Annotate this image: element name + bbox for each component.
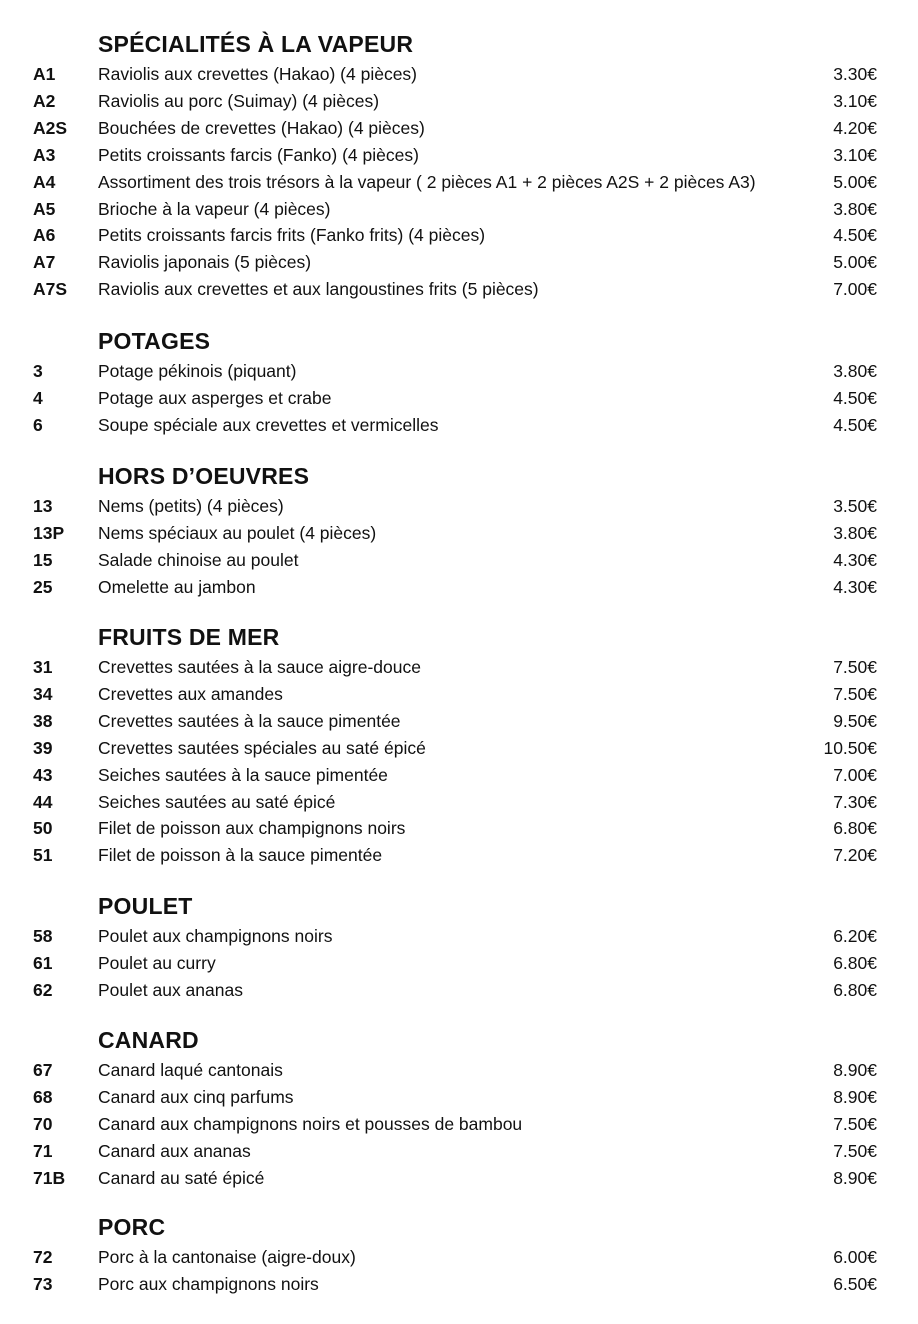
item-price: 4.30€ [833,549,877,570]
section-title: SPÉCIALITÉS À LA VAPEUR [98,31,414,57]
item-name: Petits croissants farcis frits (Fanko frits) (4 pièces) [98,225,486,246]
item-code: 68 [33,1086,53,1107]
item-price: 8.90€ [833,1167,877,1188]
item-name: Filet de poisson aux champignons noirs [98,818,406,839]
section-title: CANARD [98,1027,199,1053]
item-price: 4.30€ [833,576,877,597]
item-name: Crevettes aux amandes [98,683,283,704]
item-code: 50 [33,818,53,839]
item-price: 7.50€ [833,1140,877,1161]
item-price: 3.50€ [833,496,877,516]
item-code: 51 [33,845,53,866]
item-name: Potage aux asperges et crabe [98,387,332,408]
item-name: Seiches sautées à la sauce pimentée [98,764,388,785]
menu-item [0,654,918,680]
menu-item [0,88,918,114]
item-price: 7.50€ [833,657,877,677]
menu-item [0,520,918,546]
section-title: POTAGES [98,328,211,354]
item-name: Canard aux cinq parfums [98,1086,294,1107]
item-code: 67 [33,1060,53,1080]
item-code: 44 [33,791,53,812]
item-code: A4 [33,171,56,192]
item-name: Porc aux champignons noirs [98,1273,319,1294]
menu-item [0,1057,918,1083]
menu-item [0,493,918,519]
item-code: A5 [33,198,56,219]
menu-item [0,977,918,1003]
item-code: 71B [33,1167,66,1188]
menu-item [0,789,918,815]
menu-item [0,923,918,949]
item-code: A6 [33,225,56,246]
item-code: 62 [33,979,53,1000]
item-price: 7.00€ [833,764,877,785]
menu-item [0,1111,918,1137]
menu-item [0,950,918,976]
item-code: 70 [33,1113,53,1134]
item-name: Omelette au jambon [98,576,256,597]
menu-item [0,412,918,438]
item-price: 3.10€ [833,144,877,165]
item-code: 71 [33,1140,53,1161]
item-price: 6.20€ [833,926,877,946]
item-code: 13P [33,522,65,543]
item-code: A2 [33,90,56,111]
menu-item [0,842,918,868]
menu-item [0,1138,918,1164]
item-name: Nems spéciaux au poulet (4 pièces) [98,522,377,543]
menu-item [0,1084,918,1110]
item-name: Poulet aux ananas [98,979,243,1000]
item-price: 4.50€ [833,387,877,408]
menu-item [0,1244,918,1270]
section-title: PORC [98,1214,166,1240]
menu-item [0,1271,918,1297]
menu-item [0,249,918,275]
menu-item [0,574,918,600]
item-name: Assortiment des trois trésors à la vapeur ( 2 pièces A1 + 2 pièces A2S + 2 pièces A3) [98,171,756,192]
item-name: Canard aux champignons noirs et pousses de bambou [98,1113,523,1134]
item-price: 4.20€ [833,117,877,138]
item-price: 4.50€ [833,414,877,435]
item-code: 72 [33,1247,53,1267]
item-name: Brioche à la vapeur (4 pièces) [98,198,331,219]
item-name: Bouchées de crevettes (Hakao) (4 pièces) [98,117,425,138]
item-price: 4.50€ [833,225,877,246]
item-code: 73 [33,1273,53,1294]
item-code: 6 [33,414,43,435]
section-title: POULET [98,893,193,919]
item-name: Potage pékinois (piquant) [98,361,297,381]
item-code: 15 [33,549,53,570]
item-price: 5.00€ [833,252,877,273]
item-code: 43 [33,764,53,785]
item-price: 8.90€ [833,1086,877,1107]
item-price: 7.30€ [833,791,877,812]
item-name: Filet de poisson à la sauce pimentée [98,845,383,866]
item-price: 3.30€ [833,64,877,84]
item-name: Raviolis japonais (5 pièces) [98,252,312,273]
item-name: Crevettes sautées à la sauce aigre-douce [98,657,421,677]
item-name: Seiches sautées au saté épicé [98,791,336,812]
item-code: A7S [33,279,68,300]
menu-item [0,815,918,841]
item-price: 7.00€ [833,279,877,300]
menu-item [0,222,918,248]
item-name: Canard au saté épicé [98,1167,265,1188]
item-code: 4 [33,387,43,408]
item-name: Nems (petits) (4 pièces) [98,496,284,516]
item-name: Soupe spéciale aux crevettes et vermicelles [98,414,439,435]
item-name: Raviolis aux crevettes et aux langoustines frits (5 pièces) [98,279,539,300]
item-name: Raviolis aux crevettes (Hakao) (4 pièces) [98,64,418,84]
item-price: 6.80€ [833,818,877,839]
menu-item [0,276,918,302]
menu-item [0,1165,918,1191]
item-code: 39 [33,737,53,758]
item-code: 31 [33,657,53,677]
menu-item [0,547,918,573]
item-price: 6.80€ [833,952,877,973]
item-code: A1 [33,64,56,84]
item-price: 7.50€ [833,1113,877,1134]
item-price: 10.50€ [823,737,877,758]
item-price: 7.20€ [833,845,877,866]
item-price: 6.00€ [833,1247,877,1267]
item-code: 58 [33,926,53,946]
item-code: 3 [33,361,43,381]
item-code: A3 [33,144,56,165]
item-price: 6.50€ [833,1273,877,1294]
item-price: 3.80€ [833,522,877,543]
section-title: FRUITS DE MER [98,624,280,650]
menu-item [0,358,918,384]
item-price: 3.80€ [833,361,877,381]
menu-item [0,762,918,788]
item-price: 9.50€ [833,710,877,731]
item-code: 61 [33,952,53,973]
item-price: 3.10€ [833,90,877,111]
item-name: Salade chinoise au poulet [98,549,299,570]
item-price: 3.80€ [833,198,877,219]
menu-item [0,385,918,411]
section-title: HORS D’OEUVRES [98,463,310,489]
menu-item [0,735,918,761]
item-price: 8.90€ [833,1060,877,1080]
item-name: Raviolis au porc (Suimay) (4 pièces) [98,90,380,111]
item-name: Crevettes sautées spéciales au saté épicé [98,737,426,758]
item-code: A7 [33,252,56,273]
item-name: Canard aux ananas [98,1140,251,1161]
item-name: Porc à la cantonaise (aigre-doux) [98,1247,356,1267]
menu-item [0,142,918,168]
item-name: Crevettes sautées à la sauce pimentée [98,710,401,731]
menu-item [0,115,918,141]
menu-item [0,169,918,195]
menu-item [0,196,918,222]
item-code: 13 [33,496,53,516]
menu-item [0,681,918,707]
item-price: 7.50€ [833,683,877,704]
item-code: 25 [33,576,53,597]
item-code: A2S [33,117,68,138]
item-name: Petits croissants farcis (Fanko) (4 pièces) [98,144,419,165]
item-name: Poulet au curry [98,952,216,973]
item-price: 6.80€ [833,979,877,1000]
menu-item [0,61,918,87]
item-name: Poulet aux champignons noirs [98,926,333,946]
item-price: 5.00€ [833,171,877,192]
item-code: 34 [33,683,53,704]
item-name: Canard laqué cantonais [98,1060,283,1080]
menu-item [0,708,918,734]
item-code: 38 [33,710,53,731]
